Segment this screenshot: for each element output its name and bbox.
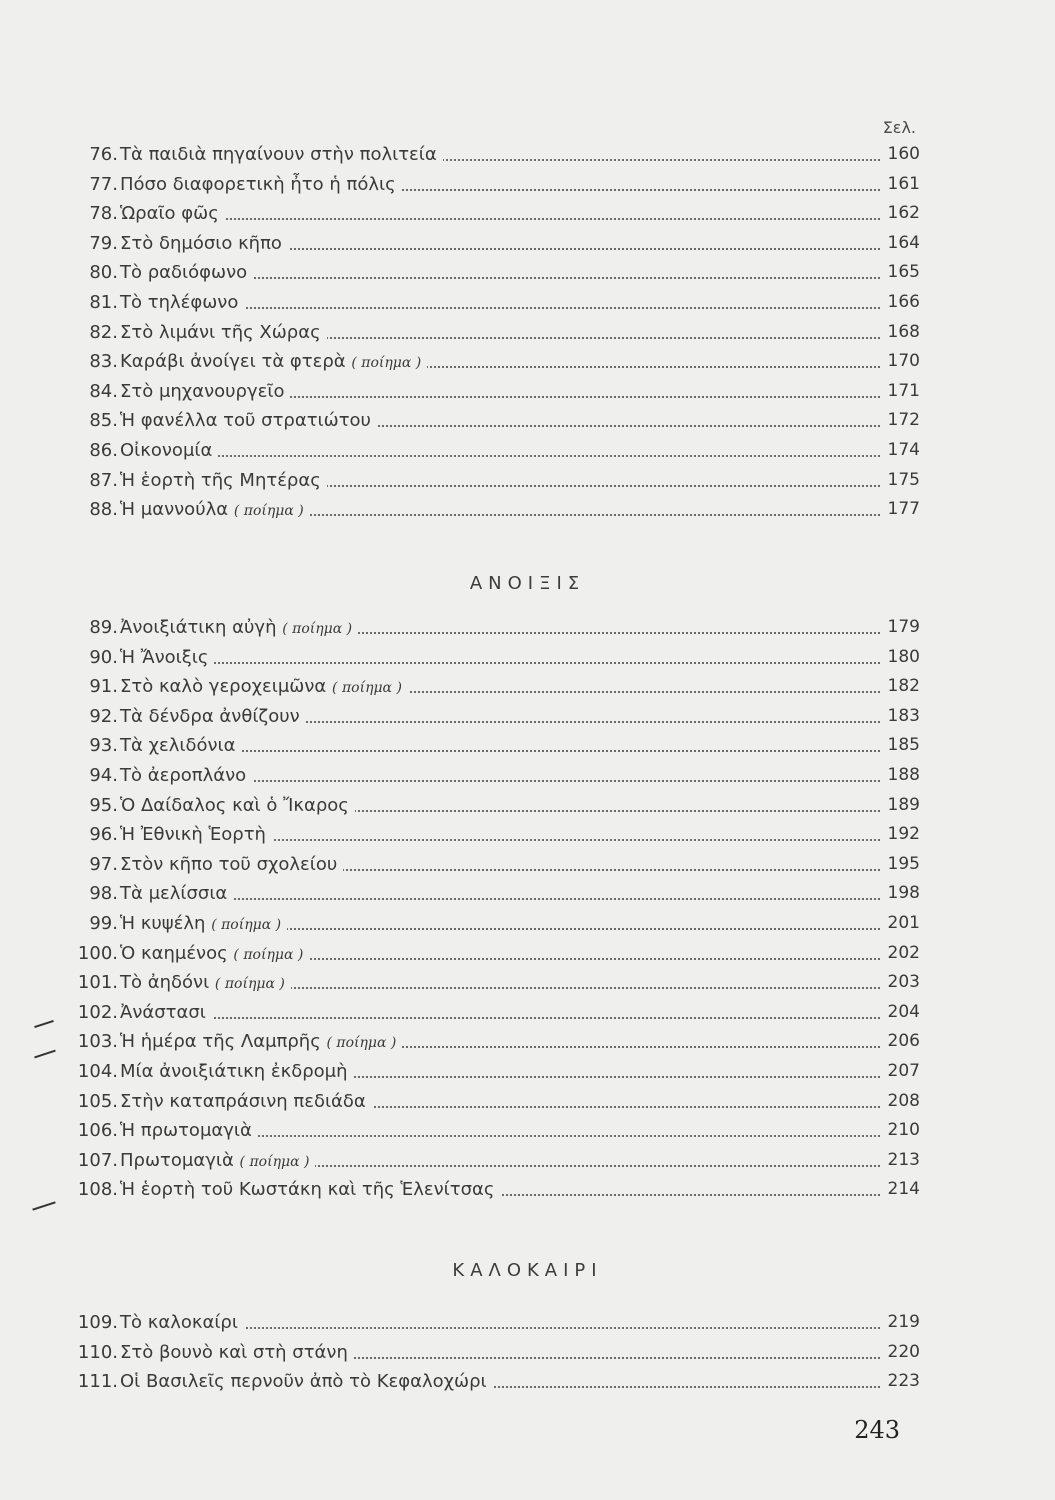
- entry-page: 174: [880, 436, 920, 466]
- entry-title-wrap: [120, 406, 377, 436]
- toc-entry: [40, 495, 920, 525]
- entry-number: 85.: [89, 410, 118, 432]
- entry-number: 82.: [89, 321, 118, 343]
- entry-page: 192: [880, 820, 920, 850]
- entry-title: Ὡραῖο φῶς: [120, 203, 219, 225]
- entry-title-wrap: [120, 1308, 244, 1338]
- toc-entry: [40, 1087, 920, 1117]
- toc-entry: [40, 702, 920, 732]
- toc-entry: [40, 1116, 920, 1146]
- entry-title-wrap: [120, 1027, 402, 1059]
- entry-title: Τὰ χελιδόνια: [120, 735, 236, 757]
- poem-tag: ( ποίημα ): [214, 976, 285, 993]
- toc-entry: [40, 643, 920, 673]
- entry-page: 172: [880, 406, 920, 436]
- poem-tag: ( ποίημα ): [332, 680, 402, 697]
- entry-title: Τὸ τηλέφωνο: [120, 291, 239, 313]
- entry-title: Πρωτομαγιὰ: [120, 1149, 234, 1171]
- entry-page: 219: [880, 1308, 920, 1338]
- entry-title-wrap: [120, 140, 443, 170]
- toc-entry: [40, 140, 920, 170]
- entry-number: 89.: [89, 617, 118, 638]
- poem-tag: ( ποίημα ): [233, 503, 304, 520]
- entry-title: Καράβι ἀνοίγει τὰ φτερὰ: [120, 351, 346, 373]
- toc-entry: [40, 1308, 920, 1338]
- entry-title-wrap: [120, 643, 214, 673]
- entry-title: Ἡ ἑορτὴ τοῦ Κωστάκη καὶ τῆς Ἑλενίτσας: [120, 1179, 495, 1201]
- toc-entry: [40, 968, 920, 998]
- entry-number: 83.: [89, 351, 118, 373]
- entry-number: 90.: [89, 646, 118, 668]
- entry-title-wrap: [120, 998, 212, 1028]
- entry-page: 214: [880, 1175, 920, 1205]
- toc-entry: [40, 199, 920, 229]
- entry-number: 104.: [77, 1060, 118, 1082]
- page-column-label: Σελ.: [882, 118, 916, 137]
- entry-number: 108.: [77, 1179, 118, 1201]
- toc-entry: [40, 791, 920, 821]
- entry-title-wrap: [120, 377, 290, 407]
- toc-entry: [40, 347, 920, 377]
- entry-number: 98.: [89, 883, 118, 905]
- entry-page: 213: [880, 1146, 920, 1176]
- poem-tag: ( ποίημα ): [211, 916, 282, 933]
- entry-title: Ἡ φανέλλα τοῦ στρατιώτου: [120, 410, 371, 432]
- entry-page: 182: [880, 672, 920, 702]
- toc-entry: [40, 939, 920, 969]
- entry-number: 86.: [89, 439, 118, 461]
- entry-page: 188: [880, 761, 920, 791]
- entry-title: Ἡ ἑορτὴ τῆς Μητέρας: [120, 469, 321, 491]
- entry-page: 175: [880, 466, 920, 496]
- entry-title: Ἡ κυψέλη: [120, 912, 206, 934]
- entry-title-wrap: [120, 495, 310, 527]
- entry-title: Στὸ μηχανουργεῖο: [120, 380, 285, 402]
- entry-number: 80.: [89, 262, 118, 284]
- entry-page: 161: [880, 170, 920, 200]
- entry-page: 185: [880, 731, 920, 761]
- toc-entry: [40, 318, 920, 348]
- toc-entry: [40, 170, 920, 200]
- entry-title: Οἰκονομία: [120, 439, 213, 461]
- toc-entry: [40, 229, 920, 259]
- dot-leader: [126, 1017, 880, 1019]
- entry-page: 164: [880, 229, 920, 259]
- entry-title: Ὁ Δαίδαλος καὶ ὁ Ἴκαρος: [120, 794, 349, 816]
- entry-number: 94.: [89, 764, 118, 786]
- entry-title: Τὰ παιδιὰ πηγαίνουν στὴν πολιτεία: [120, 144, 437, 165]
- entry-title-wrap: [120, 731, 242, 761]
- entry-title-wrap: [120, 1338, 354, 1368]
- entry-title: Στὸν κῆπο τοῦ σχολείου: [120, 853, 338, 875]
- entry-number: 87.: [89, 469, 118, 491]
- entry-number: 76.: [89, 144, 118, 165]
- toc-entry: [40, 731, 920, 761]
- entry-page: 203: [880, 968, 920, 998]
- entry-title: Πόσο διαφορετικὴ ἦτο ἡ πόλις: [120, 173, 396, 195]
- toc-entry: [40, 1175, 920, 1205]
- entry-page: 206: [880, 1027, 920, 1057]
- entry-number: 111.: [77, 1371, 118, 1393]
- entry-number: 101.: [77, 972, 118, 994]
- entry-title: Ἡ πρωτομαγιὰ: [120, 1120, 252, 1142]
- entry-page: 189: [880, 791, 920, 821]
- entry-page: 183: [880, 702, 920, 732]
- toc-group-3: [40, 1308, 920, 1397]
- entry-title: Ἀνοιξιάτικη αὐγὴ: [120, 617, 277, 638]
- toc-entry: [40, 1027, 920, 1057]
- entry-title-wrap: [120, 1057, 354, 1087]
- dot-leader: [126, 218, 880, 220]
- entry-title-wrap: [120, 466, 327, 496]
- entry-number: 78.: [89, 203, 118, 225]
- dot-leader: [126, 662, 880, 664]
- entry-page: 168: [880, 318, 920, 348]
- entry-page: 210: [880, 1116, 920, 1146]
- entry-page: 201: [880, 909, 920, 939]
- entry-number: 88.: [89, 499, 118, 521]
- entry-title-wrap: [120, 613, 358, 645]
- entry-title-wrap: [120, 347, 427, 379]
- toc-entry: [40, 998, 920, 1028]
- entry-title-wrap: [120, 968, 291, 1000]
- toc-entry: [40, 1338, 920, 1368]
- page-number: 243: [854, 1416, 900, 1444]
- entry-number: 77.: [89, 173, 118, 195]
- entry-title: Στὴν καταπράσινη πεδιάδα: [120, 1090, 366, 1112]
- entry-number: 95.: [89, 794, 118, 816]
- entry-title-wrap: [120, 199, 225, 229]
- entry-title: Τὰ δένδρα ἀνθίζουν: [120, 705, 300, 727]
- toc-entry: [40, 761, 920, 791]
- poem-tag: ( ποίημα ): [351, 355, 422, 372]
- poem-tag: ( ποίημα ): [233, 946, 304, 963]
- entry-page: 204: [880, 998, 920, 1028]
- entry-page: 223: [880, 1367, 920, 1397]
- entry-title-wrap: [120, 170, 402, 200]
- toc-entry: [40, 879, 920, 909]
- entry-number: 92.: [89, 705, 118, 727]
- entry-page: 220: [880, 1338, 920, 1368]
- entry-page: 207: [880, 1057, 920, 1087]
- entry-title: Στὸ βουνὸ καὶ στὴ στάνη: [120, 1341, 348, 1363]
- entry-title: Ἡ ἡμέρα τῆς Λαμπρῆς: [120, 1031, 321, 1053]
- entry-number: 109.: [77, 1312, 118, 1333]
- toc-group-1: [40, 140, 920, 525]
- entry-number: 102.: [77, 1001, 118, 1023]
- entry-title-wrap: [120, 229, 288, 259]
- entry-title: Ἡ μαννούλα: [120, 499, 229, 521]
- entry-title: Ἀνάστασι: [120, 1001, 206, 1023]
- entry-title: Ἡ Ἐθνικὴ Ἑορτὴ: [120, 824, 266, 846]
- entry-number: 84.: [89, 380, 118, 402]
- entry-page: 171: [880, 377, 920, 407]
- entry-number: 91.: [89, 676, 118, 698]
- entry-title: Τὸ καλοκαίρι: [120, 1312, 238, 1333]
- entry-number: 103.: [77, 1031, 118, 1053]
- toc-entry: [40, 377, 920, 407]
- entry-page: 177: [880, 495, 920, 525]
- entry-title-wrap: [120, 791, 355, 821]
- entry-title: Ἡ Ἄνοιξις: [120, 646, 209, 668]
- toc-entry: [40, 1367, 920, 1397]
- entry-title-wrap: [120, 436, 218, 466]
- toc-entry: [40, 466, 920, 496]
- toc-entry: [40, 613, 920, 643]
- dot-leader: [126, 455, 880, 457]
- entry-number: 106.: [77, 1120, 118, 1142]
- entry-title: Οἱ Βασιλεῖς περνοῦν ἀπὸ τὸ Κεφαλοχώρι: [120, 1371, 487, 1393]
- entry-title-wrap: [120, 761, 252, 791]
- entry-title: Τὸ ἀεροπλάνο: [120, 764, 247, 786]
- entry-number: 99.: [89, 912, 118, 934]
- dot-leader: [126, 898, 880, 900]
- entry-title-wrap: [120, 1367, 493, 1397]
- entry-title-wrap: [120, 939, 309, 971]
- entry-title-wrap: [120, 258, 253, 288]
- toc-entry: [40, 406, 920, 436]
- entry-page: 208: [880, 1087, 920, 1117]
- entry-page: 195: [880, 850, 920, 880]
- toc-entry: [40, 850, 920, 880]
- entry-number: 105.: [77, 1090, 118, 1112]
- toc-entry: [40, 820, 920, 850]
- poem-tag: ( ποίημα ): [326, 1035, 397, 1052]
- entry-title: Τὰ μελίσσια: [120, 883, 228, 905]
- entry-title-wrap: [120, 1146, 315, 1178]
- entry-title-wrap: [120, 672, 408, 704]
- entry-page: 202: [880, 939, 920, 969]
- entry-title-wrap: [120, 1116, 258, 1146]
- entry-number: 81.: [89, 291, 118, 313]
- entry-page: 179: [880, 613, 920, 643]
- entry-title-wrap: [120, 879, 233, 909]
- poem-tag: ( ποίημα ): [239, 1153, 310, 1170]
- entry-number: 107.: [77, 1149, 118, 1171]
- entry-title-wrap: [120, 1175, 500, 1205]
- entry-title-wrap: [120, 909, 287, 941]
- entry-title: Στὸ καλὸ γεροχειμῶνα: [120, 676, 327, 698]
- toc-entry: [40, 258, 920, 288]
- toc-entry: [40, 672, 920, 702]
- entry-page: 165: [880, 258, 920, 288]
- poem-tag: ( ποίημα ): [282, 621, 353, 637]
- entry-title: Τὸ ραδιόφωνο: [120, 262, 248, 284]
- toc-entry: [40, 1146, 920, 1176]
- entry-number: 93.: [89, 735, 118, 757]
- toc-group-2: [40, 613, 920, 1205]
- toc-entry: [40, 288, 920, 318]
- entry-page: 166: [880, 288, 920, 318]
- entry-number: 100.: [77, 942, 118, 964]
- entry-title-wrap: [120, 820, 272, 850]
- entry-page: 180: [880, 643, 920, 673]
- entry-number: 96.: [89, 824, 118, 846]
- section-heading-summer: ΚΑΛΟΚΑΙΡΙ: [452, 1260, 603, 1281]
- entry-title: Ὁ καημένος: [120, 942, 228, 964]
- entry-number: 110.: [77, 1341, 118, 1363]
- toc-entry: [40, 436, 920, 466]
- entry-page: 170: [880, 347, 920, 377]
- entry-title: Στὸ δημόσιο κῆπο: [120, 232, 282, 254]
- entry-title-wrap: [120, 850, 343, 880]
- entry-title: Τὸ ἀηδόνι: [120, 972, 210, 994]
- entry-title: Στὸ λιμάνι τῆς Χώρας: [120, 321, 321, 343]
- entry-title-wrap: [120, 318, 327, 348]
- entry-number: 79.: [89, 232, 118, 254]
- entry-title-wrap: [120, 702, 306, 732]
- entry-title: Μία ἀνοιξιάτικη ἐκδρομὴ: [120, 1060, 348, 1082]
- entry-title-wrap: [120, 1087, 372, 1117]
- entry-title-wrap: [120, 288, 244, 318]
- entry-number: 97.: [89, 853, 118, 875]
- toc-entry: [40, 1057, 920, 1087]
- section-heading-spring: ΑΝΟΙΞΙΣ: [469, 573, 586, 594]
- entry-page: 162: [880, 199, 920, 229]
- entry-page: 160: [880, 140, 920, 170]
- entry-page: 198: [880, 879, 920, 909]
- toc-entry: [40, 909, 920, 939]
